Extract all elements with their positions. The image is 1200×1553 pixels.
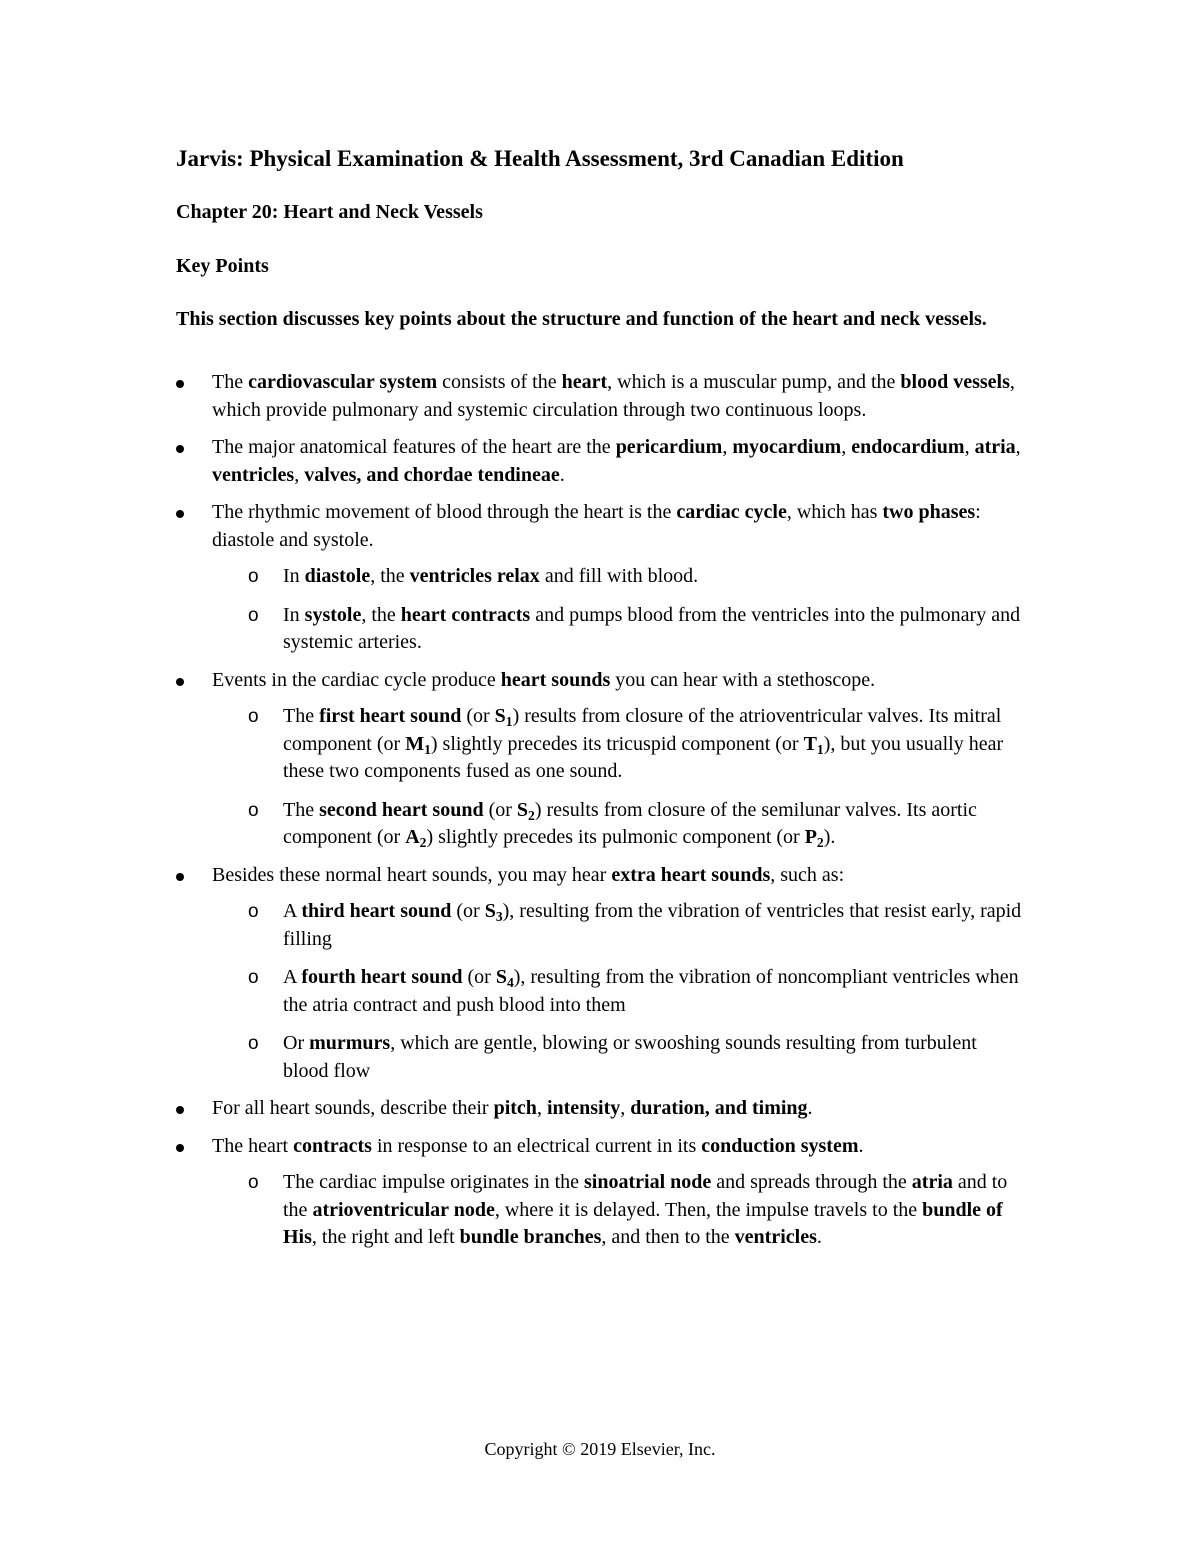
sub-list <box>212 898 1026 1085</box>
sub-bullet-circle-icon: o <box>248 604 259 626</box>
sub-bullet-third-heart-sound: o A third heart sound (or $S_3$), resulting from the vibration of ventricles that resist early, rapid filling <box>248 900 1022 950</box>
bullet-dot-icon <box>176 510 184 518</box>
chapter-heading: Chapter 20: Heart and Neck Vessels <box>176 201 483 223</box>
bullet-anatomical-features: The major anatomical features of the heart are the pericardium, myocardium, endocardium, atria, ventricles, valves, and chordae tendineae. <box>176 434 1026 489</box>
document-body <box>176 143 1026 1262</box>
bullet-dot-icon <box>176 1144 184 1152</box>
section-heading: Key Points <box>176 255 269 277</box>
bullet-dot-icon <box>176 445 184 453</box>
bullet-heart-sounds: Events in the cardiac cycle produce heart sounds you can hear with a stethoscope. o The first heart sound (or $S_1$) results from closure of the atrioventricular valves. Its mitral component (or $M_1$) slightly precedes its tricuspid component (or $T_1$), but you usually hear these two components fused as one sound. o The second heart sound (or $S_2$) results from closure of the semilunar valves. Its aortic component (or $A_2$) slightly precedes its pulmonic component (or $P_2$). <box>176 667 1026 852</box>
sub-bullet-circle-icon: o <box>248 967 259 988</box>
sub-bullet-diastole: o In diastole, the ventricles relax and fill with blood. <box>212 563 1026 591</box>
sub-bullet-first-heart-sound: o The first heart sound (or $S_1$) results from closure of the atrioventricular valves. Its mitral component (or $M_1$) slightly precedes its tricuspid component (or $T_1$), but you usually hear these two components fused as one sound. <box>248 705 1004 782</box>
intro-paragraph: This section discusses key points about the structure and function of the heart and neck vessels. <box>176 308 987 330</box>
bullet-dot-icon <box>176 678 184 686</box>
sub-bullet-cardiac-impulse: o The cardiac impulse originates in the sinoatrial node and spreads through the atria and to the atrioventricular node, where it is delayed. Then, the impulse travels to the bundle of His, the right and left bundle branches, and then to the ventricles. <box>248 1171 1008 1248</box>
sub-bullet-second-heart-sound: o The second heart sound (or $S_2$) results from closure of the semilunar valves. Its aortic component (or $A_2$) slightly precedes its pulmonic component (or $P_2$). <box>248 798 977 851</box>
key-points-list <box>176 369 1026 1252</box>
sub-list <box>212 563 1026 657</box>
bullet-describe-sounds: For all heart sounds, describe their pitch, intensity, duration, and timing. <box>176 1095 1026 1123</box>
sub-bullet-circle-icon: o <box>248 566 259 587</box>
sub-bullet-circle-icon: o <box>248 799 259 821</box>
sub-bullet-circle-icon: o <box>248 1033 259 1054</box>
bullet-dot-icon <box>176 873 184 881</box>
sub-bullet-circle-icon: o <box>248 901 259 922</box>
sub-list <box>212 1169 1026 1252</box>
bullet-extra-heart-sounds: Besides these normal heart sounds, you may hear extra heart sounds, such as: o A third heart sound (or $S_3$), resulting from the vibration of ventricles that resist early, rapid filling o A fourth heart sound (or $S_4$), resulting from the vibration of noncompliant ventricles when the atria contract and push blood into them o Or murmurs, which are gentle, blowing or swooshing sounds resulting from turbulent blood flow <box>176 862 1026 1086</box>
sub-list <box>212 703 1026 852</box>
sub-bullet-fourth-heart-sound: o A fourth heart sound (or $S_4$), resulting from the vibration of noncompliant ventricles when the atria contract and push blood into them <box>248 966 1019 1016</box>
bullet-cardiovascular-system: The cardiovascular system consists of the heart, which is a muscular pump, and the blood vessels, which provide pulmonary and systemic circulation through two continuous loops. <box>176 369 1026 424</box>
copyright-footer: Copyright © 2019 Elsevier, Inc. <box>484 1439 716 1459</box>
bullet-cardiac-cycle: The rhythmic movement of blood through the heart is the cardiac cycle, which has two phases: diastole and systole. o In diastole, the ventricles relax and fill with blood. o In systole, the heart contracts and pumps blood from the ventricles into the pulmonary and systemic arteries. <box>176 499 1026 657</box>
sub-bullet-circle-icon: o <box>248 1172 259 1193</box>
sub-bullet-systole: o In systole, the heart contracts and pumps blood from the ventricles into the pulmonary and systemic arteries. <box>248 603 1021 653</box>
bullet-dot-icon <box>176 1106 184 1114</box>
sub-bullet-murmurs: o Or murmurs, which are gentle, blowing or swooshing sounds resulting from turbulent blood flow <box>248 1032 977 1082</box>
bullet-dot-icon <box>176 380 184 388</box>
bullet-conduction-system: The heart contracts in response to an electrical current in its conduction system. o The cardiac impulse originates in the sinoatrial node and spreads through the atria and to the atrioventricular node, where it is delayed. Then, the impulse travels to the bundle of His, the right and left bundle branches, and then to the ventricles. <box>176 1133 1026 1252</box>
document-title: Jarvis: Physical Examination & Health Assessment, 3rd Canadian Edition <box>176 146 904 171</box>
sub-bullet-circle-icon: o <box>248 706 259 727</box>
